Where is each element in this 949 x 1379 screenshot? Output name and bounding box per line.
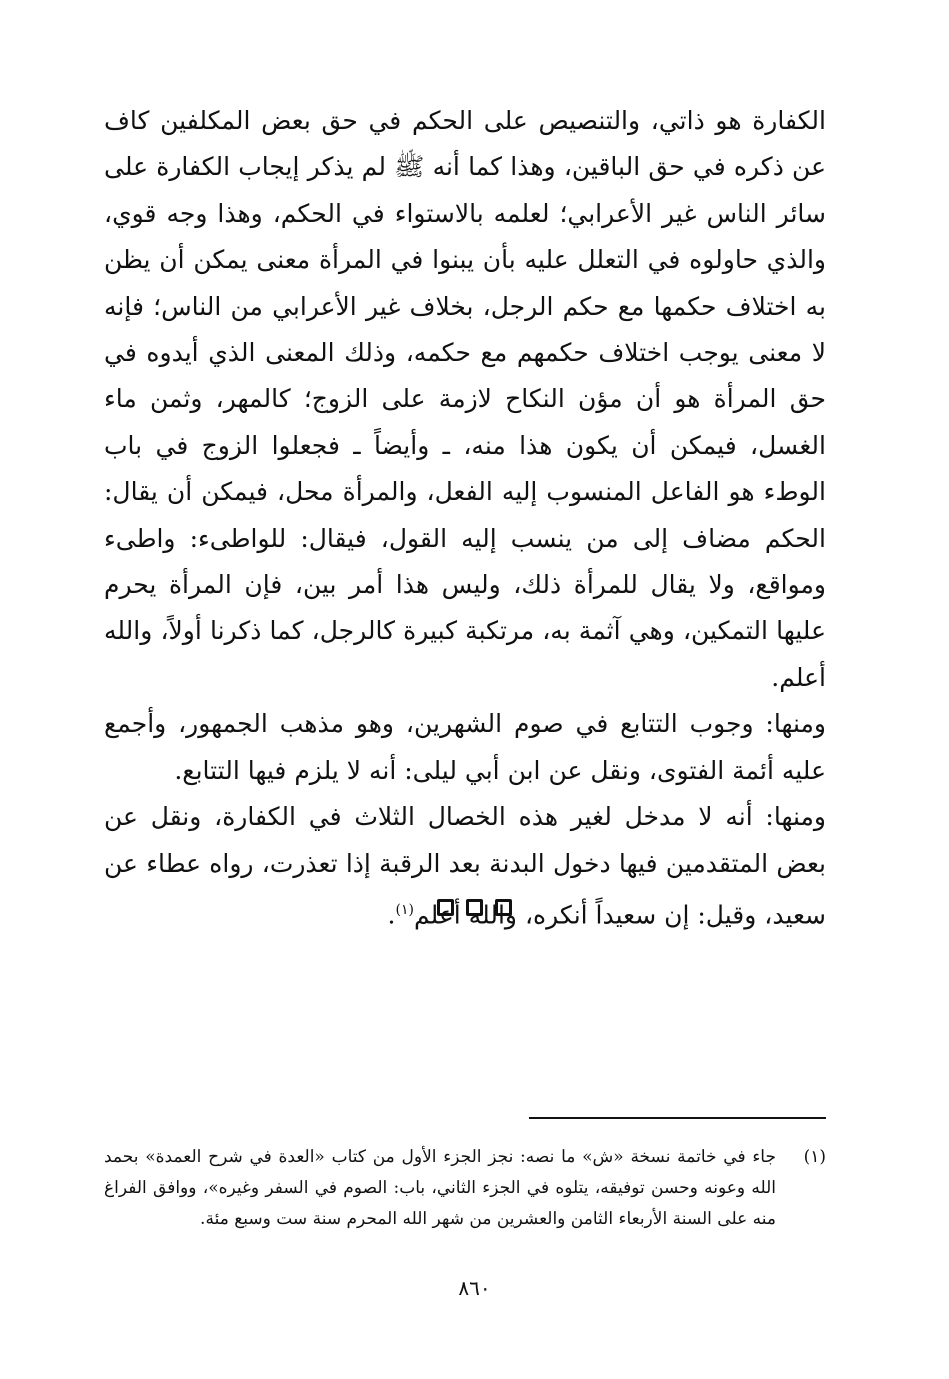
separator-box-icon	[495, 899, 512, 916]
section-separator	[0, 899, 949, 916]
main-text	[104, 98, 826, 939]
paragraph-2-text: ومنها: وجوب التتابع في صوم الشهرين، وهو مذهب الجمهور، وأجمع عليه أئمة الفتوى، ونقل عن ابن أبي ليلى: أنه لا يلزم فيها التتابع.	[104, 709, 826, 785]
paragraph-3-text: ومنها: أنه لا مدخل لغير هذه الخصال الثلاث في الكفارة، ونقل عن بعض المتقدمين فيها دخول البدنة بعد الرقبة إذا تعذرت، رواه عطاء عن سعيد، وقيل: إن سعيداً أنكره، والله أعلم	[104, 802, 826, 930]
separator-box-icon	[466, 899, 483, 916]
footnote-number: (١)	[803, 1147, 826, 1167]
final-period: .	[387, 900, 396, 930]
separator-box-icon	[437, 899, 454, 916]
page-number: ٨٦٠	[458, 1276, 491, 1300]
paragraph-1: الكفارة هو ذاتي، والتنصيص على الحكم في حق بعض المكلفين كاف عن ذكره في حق الباقين، وهذا كما أنه ﷺ لم يذكر إيجاب الكفارة على سائر الناس غير الأعرابي؛ لعلمه بالاستواء في الحكم، وهذا وجه قوي، والذي حاولوه في التعلل عليه بأن يبنوا في المرأة معنى يمكن أن يظن به اختلاف حكمها مع حكم الرجل، بخلاف غير الأعرابي من الناس؛ فإنه لا معنى يوجب اختلاف حكمهم مع حكمه، وذلك المعنى الذي أيدوه في حق المرأة هو أن مؤن النكاح لازمة على الزوج؛ كالمهر، وثمن ماء الغسل، فيمكن أن يكون هذا منه، ـ وأيضاً ـ فجعلوا الزوج في باب الوطء هو الفاعل المنسوب إليه الفعل، والمرأة محل، فيمكن أن يقال: الحكم مضاف إلى من ينسب إليه القول، فيقال: للواطىء: واطىء ومواقع، ولا يقال للمرأة ذلك، وليس هذا أمر بين، فإن المرأة يحرم عليها التمكين، وهي آثمة به، مرتكبة كبيرة كالرجل، كما ذكرنا أولاً، والله أعلم.	[104, 106, 826, 692]
paragraph-2	[104, 701, 826, 794]
footnote-divider	[529, 1117, 826, 1119]
paragraph-3	[104, 794, 826, 939]
footnote-text: جاء في خاتمة نسخة «ش» ما نصه: نجز الجزء الأول من كتاب «العدة في شرح العمدة» بحمد الله وعونه وحسن توفيقه، يتلوه في الجزء الثاني، باب: الصوم في السفر وغيره»، ووافق الفراغ منه على السنة الأربعاء الثامن والعشرين من شهر الله المحرم سنة ست وسبع مئة.	[104, 1147, 776, 1229]
footnote-reference: (١)	[395, 901, 414, 918]
footnote	[104, 1142, 826, 1235]
